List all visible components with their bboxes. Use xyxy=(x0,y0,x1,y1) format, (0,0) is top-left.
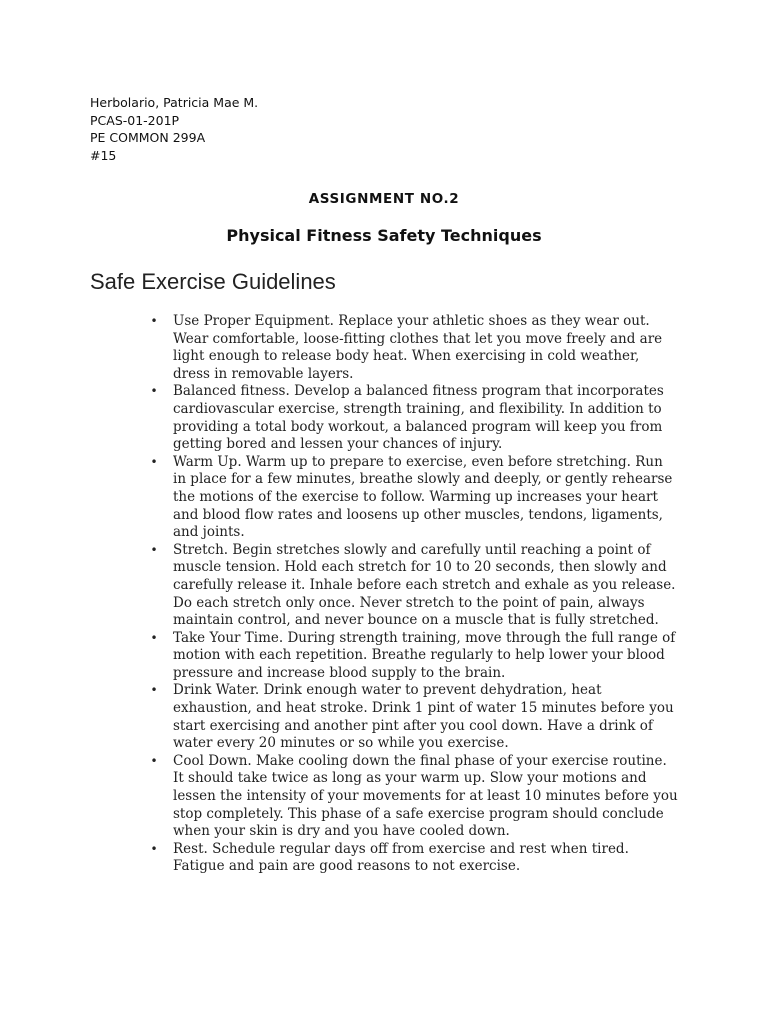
bullet-icon: • xyxy=(150,841,158,856)
bullet-icon: • xyxy=(150,630,158,645)
bullet-icon: • xyxy=(150,753,158,768)
document-subtitle: Physical Fitness Safety Techniques xyxy=(226,226,542,245)
section-heading: Safe Exercise Guidelines xyxy=(90,269,336,294)
guideline-text: Stretch. Begin stretches slowly and carefully until reaching a point of muscle tension. Hold each stretch for 10 to 20 seconds, then slowly and carefully release it. Inhale before each stretch and exhale as you release. Do each stretch only once. Never stretch to the point of pain, always maintain control, and never bounce on a muscle that is fully stretched. xyxy=(173,541,676,629)
guideline-text: Cool Down. Make cooling down the final phase of your exercise routine. It should take twice as long as your warm up. Slow your motions and lessen the intensity of your movements for at least 10 minutes before you stop completely. This phase of a safe exercise program should conclude when your skin is dry and you have cooled down. xyxy=(173,752,678,840)
guideline-item xyxy=(148,542,678,630)
course-code: PE COMMON 299A xyxy=(90,130,206,145)
guideline-text: Balanced fitness. Develop a balanced fitness program that incorporates cardiovascular exercise, strength training, and flexibility. In addition to providing a total body workout, a balanced program will keep you from getting bored and lessen your chances of injury. xyxy=(173,383,664,453)
guideline-text: Rest. Schedule regular days off from exercise and rest when tired. Fatigue and pain are good reasons to not exercise. xyxy=(173,840,629,875)
bullet-icon: • xyxy=(150,384,158,399)
guideline-item xyxy=(148,841,678,876)
guideline-text: Drink Water. Drink enough water to prevent dehydration, heat exhaustion, and heat stroke. Drink 1 pint of water 15 minutes before you start exercising and another pint after you cool down. Have a drink of water every 20 minutes or so while you exercise. xyxy=(173,682,674,752)
bullet-icon: • xyxy=(150,314,158,328)
guideline-item xyxy=(148,313,678,383)
guideline-item xyxy=(148,753,678,841)
student-number: #15 xyxy=(90,147,117,163)
guideline-text: Warm Up. Warm up to prepare to exercise, even before stretching. Run in place for a few minutes, breathe slowly and deeply, or gently rehearse the motions of the exercise to follow. Warming up increases your heart and blood flow rates and loosens up other muscles, tendons, ligaments, and joints. xyxy=(173,453,673,541)
guideline-text: Take Your Time. During strength training, move through the full range of motion with each repetition. Breathe regularly to help lower your blood pressure and increase blood supply to the brain. xyxy=(173,629,676,681)
student-name: Herbolario, Patricia Mae M. xyxy=(90,95,259,110)
guideline-text: Use Proper Equipment. Replace your athletic shoes as they wear out. Wear comfortable, loose-fitting clothes that let you move freely and are light enough to release body heat. When exercising in cold weather, dress in removable layers. xyxy=(173,313,663,382)
bullet-icon: • xyxy=(150,683,158,698)
guideline-item xyxy=(148,682,678,752)
guideline-item xyxy=(148,383,678,453)
assignment-title: ASSIGNMENT NO.2 xyxy=(308,191,460,207)
bullet-icon: • xyxy=(150,454,158,469)
guideline-item xyxy=(148,454,678,542)
bullet-icon: • xyxy=(150,542,158,557)
guidelines-list xyxy=(148,313,678,876)
guideline-item xyxy=(148,630,678,683)
section-code: PCAS-01-201P xyxy=(90,112,180,128)
student-info-block xyxy=(90,94,258,164)
